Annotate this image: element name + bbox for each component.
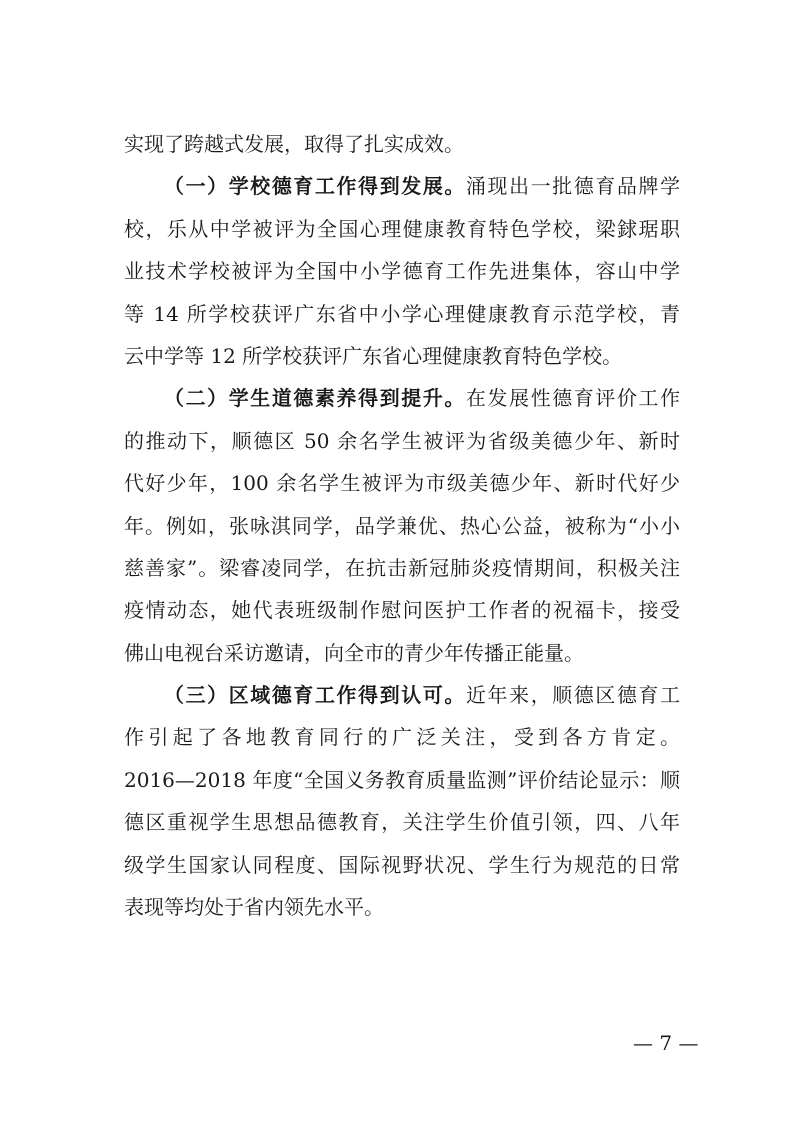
section-heading: （二）学生道德素养得到提升。: [164, 386, 466, 411]
body-text: [124, 123, 680, 928]
text-line: [124, 844, 680, 886]
text-run: 校，乐从中学被评为全国心理健康教育特色学校，梁銶琚职: [124, 216, 680, 241]
text-run: 表现等均处于省内领先水平。: [124, 895, 384, 920]
text-run: 2016—2018 年度“全国义务教育质量监测”评价结论显示：顺: [124, 767, 680, 792]
text-line: [124, 632, 680, 674]
text-run: 近年来，顺德区德育工: [465, 684, 681, 708]
text-run: 德区重视学生思想品德教育，关注学生价值引领，四、八年: [124, 810, 680, 835]
page-number: — 7 —: [633, 1031, 699, 1055]
text-line: [124, 250, 680, 292]
text-run: 在发展性德育评价工作: [465, 387, 681, 411]
text-line: [124, 716, 680, 758]
text-run: 实现了跨越式发展，取得了扎实成效。: [124, 132, 464, 156]
text-line: [124, 759, 680, 801]
text-line: [124, 801, 680, 843]
text-line: [124, 123, 680, 165]
text-line: [124, 165, 680, 207]
text-run: 代好少年，100 余名学生被评为市级美德少年、新时代好少: [124, 471, 680, 496]
text-line: [124, 208, 680, 250]
text-run: 业技术学校被评为全国中小学德育工作先进集体，容山中学: [124, 259, 680, 284]
text-line: [124, 589, 680, 631]
text-run: 慈善家”。梁睿凌同学，在抗击新冠肺炎疫情期间，积极关注: [124, 555, 680, 580]
section-heading: （三）区域德育工作得到认可。: [164, 683, 466, 708]
text-run: 年。例如，张咏淇同学，品学兼优、热心公益，被称为“小小: [124, 513, 680, 538]
text-line: [124, 674, 680, 716]
text-line: [124, 335, 680, 377]
text-line: [124, 505, 680, 547]
text-run: 等 14 所学校获评广东省中小学心理健康教育示范学校，青: [124, 301, 680, 326]
text-line: [124, 293, 680, 335]
text-line: [124, 377, 680, 419]
text-run: 作引起了各地教育同行的广泛关注，受到各方肯定。: [124, 725, 680, 750]
text-line: [124, 886, 680, 928]
text-line: [124, 462, 680, 504]
text-run: 级学生国家认同程度、国际视野状况、学生行为规范的日常: [124, 852, 680, 877]
text-run: 涌现出一批德育品牌学: [465, 175, 681, 199]
text-run: 疫情动态，她代表班级制作慰问医护工作者的祝福卡，接受: [124, 598, 680, 623]
section-heading: （一）学校德育工作得到发展。: [164, 174, 466, 199]
text-run: 的推动下，顺德区 50 余名学生被评为省级美德少年、新时: [124, 428, 680, 453]
text-run: 云中学等 12 所学校获评广东省心理健康教育特色学校。: [124, 343, 623, 368]
text-line: [124, 420, 680, 462]
text-line: [124, 547, 680, 589]
text-run: 佛山电视台采访邀请，向全市的青少年传播正能量。: [124, 640, 584, 665]
